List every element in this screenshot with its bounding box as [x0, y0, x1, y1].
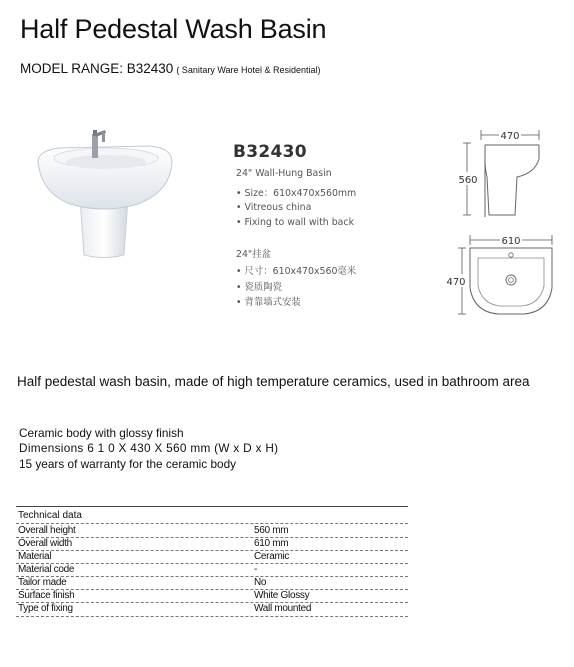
table-top-rule — [16, 506, 408, 507]
model-range-note: ( Sanitary Ware Hotel & Residential) — [176, 65, 321, 75]
side-width-label: 470 — [500, 131, 520, 142]
technical-data-heading: Technical data — [18, 510, 82, 521]
model-range-label: MODEL RANGE: B32430 — [20, 61, 174, 76]
row-value: No — [254, 577, 267, 588]
model-range — [20, 61, 321, 76]
page-title: Half Pedestal Wash Basin — [20, 14, 327, 44]
row-value: Wall mounted — [254, 603, 312, 614]
warranty-text: 15 years of warranty for the ceramic body — [19, 457, 237, 471]
basin-product-image — [30, 120, 180, 270]
dimensions-text: Dimensions 6 1 0 X 430 X 560 mm (W x D x H) — [19, 441, 279, 455]
top-depth-label: 470 — [446, 277, 466, 288]
spec-cn-line: • 背靠墙式安装 — [236, 297, 301, 308]
row-label: Tailor made — [18, 577, 67, 588]
top-width-label: 610 — [501, 236, 521, 247]
spec-en-line: • Fixing to wall with back — [236, 217, 354, 228]
row-label: Overall height — [18, 525, 76, 536]
spec-en-line: • Vitreous china — [236, 202, 312, 213]
top-view-drawing — [444, 232, 556, 322]
row-value: 610 mm — [254, 538, 289, 549]
row-label: Type of fixing — [18, 603, 73, 614]
row-value: 560 mm — [254, 525, 289, 536]
product-code: B32430 — [233, 142, 307, 162]
finish-text: Ceramic body with glossy finish — [19, 426, 184, 440]
intro-description: Half pedestal wash basin, made of high temperature ceramics, used in bathroom area — [17, 374, 530, 389]
table-rule — [16, 616, 408, 617]
row-value: Ceramic — [254, 551, 290, 562]
row-value: - — [254, 564, 258, 575]
spec-cn-line: • 尺寸：610x470x560毫米 — [236, 266, 357, 277]
table-row — [18, 603, 408, 616]
row-label: Material — [18, 551, 52, 562]
row-label: Overall width — [18, 538, 72, 549]
row-value: White Glossy — [254, 590, 310, 601]
side-height-label: 560 — [458, 175, 478, 186]
side-view-drawing — [455, 125, 555, 230]
row-label: Material code — [18, 564, 75, 575]
table-rule — [16, 523, 408, 524]
spec-cn-line: 24"挂盆 — [236, 249, 271, 260]
spec-en-line: 24" Wall-Hung Basin — [236, 168, 332, 179]
spec-en-line: • Size：610x470x560mm — [236, 188, 357, 199]
row-label: Surface finish — [18, 590, 75, 601]
spec-cn-line: • 瓷质陶瓷 — [236, 282, 283, 293]
